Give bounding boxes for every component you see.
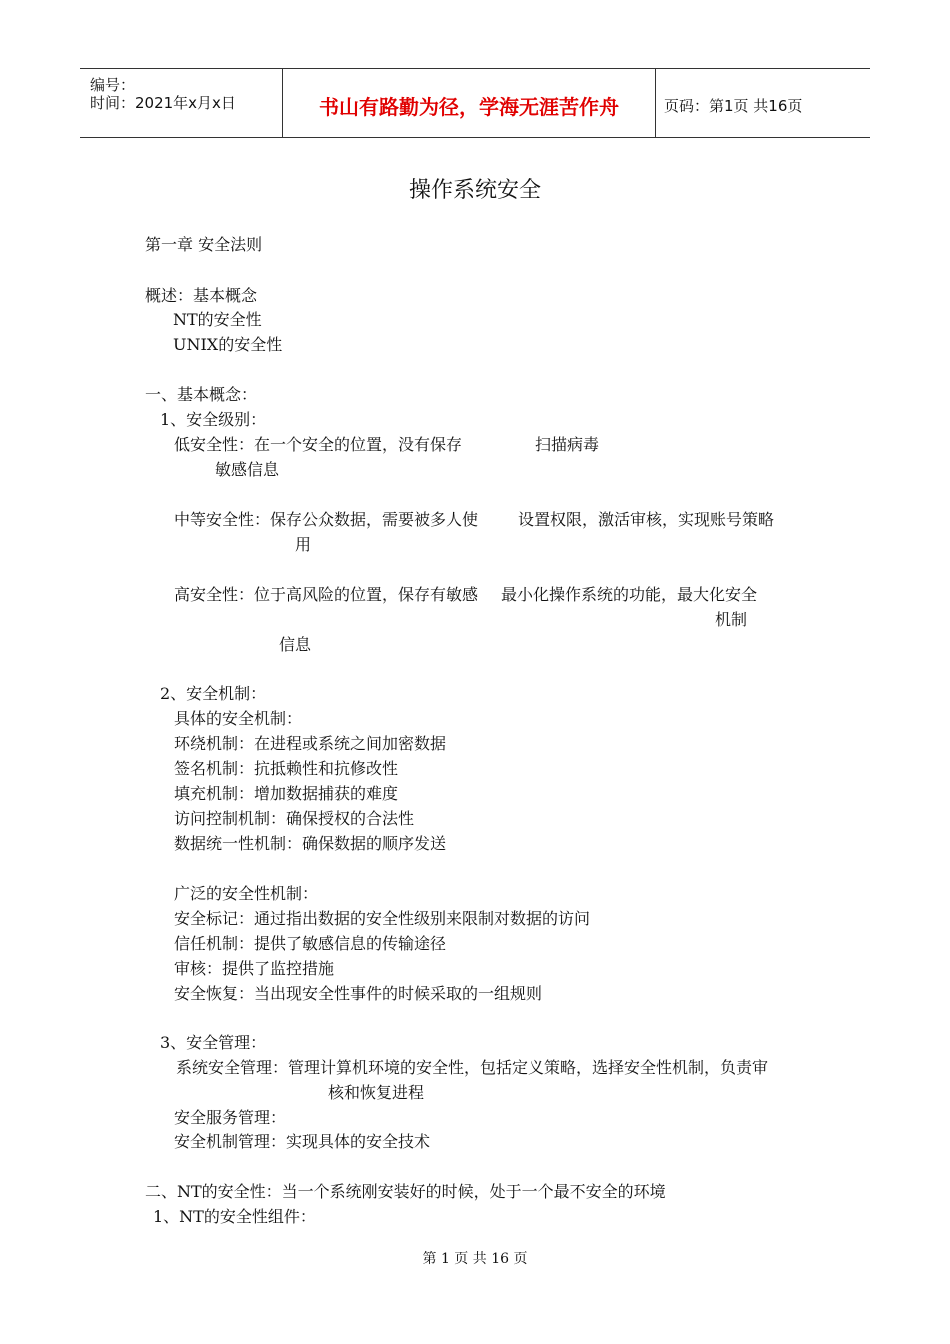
high-security-measure-cont: 机制: [715, 610, 748, 629]
mechanism-item: 数据统一性机制：确保数据的顺序发送: [174, 834, 447, 853]
low-security-desc: 低安全性：在一个安全的位置，没有保存: [174, 435, 463, 454]
overview-item-nt: NT的安全性: [173, 310, 262, 329]
motto-text: 书山有路勤为径，学海无涯苦作舟: [319, 95, 619, 119]
date-label: 时间：2021年x月x日: [90, 94, 236, 112]
mid-security-desc-cont: 用: [295, 535, 312, 554]
section-2-heading: 二、NT的安全性：当一个系统刚安装好的时候，处于一个最不安全的环境: [145, 1182, 666, 1201]
low-security-measure: 扫描病毒: [535, 435, 600, 454]
mid-security-measure: 设置权限，激活审核，实现账号策略: [518, 510, 775, 529]
management-item-cont: 核和恢复进程: [328, 1083, 425, 1102]
subsection-1-3: 3、安全管理：: [160, 1033, 267, 1052]
header-table: [80, 68, 870, 138]
high-security-desc-cont: 信息: [279, 635, 312, 654]
page-footer: 第 1 页 共 16 页: [422, 1251, 528, 1267]
subsection-1-1: 1、安全级别：: [160, 410, 267, 429]
header-page-cell: [655, 69, 870, 137]
broad-mechanism-item: 安全标记：通过指出数据的安全性级别来限制对数据的访问: [174, 909, 591, 928]
high-security-measure: 最小化操作系统的功能，最大化安全: [501, 585, 758, 604]
mid-security-desc: 中等安全性：保存公众数据，需要被多人使: [174, 510, 479, 529]
broad-mechanism-item: 审核：提供了监控措施: [174, 959, 335, 978]
chapter-heading: 第一章 安全法则: [145, 235, 263, 254]
specific-mechanisms-label: 具体的安全机制：: [174, 709, 303, 728]
mechanism-item: 签名机制：抗抵赖性和抗修改性: [174, 759, 399, 778]
header-motto-cell: [282, 69, 656, 137]
mechanism-item: 访问控制机制：确保授权的合法性: [174, 809, 415, 828]
section-1-heading: 一、基本概念：: [145, 385, 258, 404]
document-title: 操作系统安全: [408, 178, 541, 203]
code-label: 编号：: [90, 76, 136, 94]
overview-label: 概述：基本概念: [145, 286, 258, 305]
broad-mechanism-item: 信任机制：提供了敏感信息的传输途径: [174, 934, 447, 953]
page-info: 页码：第1页 共16页: [664, 97, 803, 115]
low-security-desc-cont: 敏感信息: [215, 460, 280, 479]
header-info-cell: [80, 69, 282, 137]
broad-mechanisms-label: 广泛的安全性机制：: [174, 884, 319, 903]
broad-mechanism-item: 安全恢复：当出现安全性事件的时候采取的一组规则: [174, 984, 543, 1003]
high-security-desc: 高安全性：位于高风险的位置，保存有敏感: [174, 585, 479, 604]
management-item: 安全机制管理：实现具体的安全技术: [174, 1132, 431, 1151]
mechanism-item: 填充机制：增加数据捕获的难度: [174, 784, 399, 803]
subsection-2-1: 1、NT的安全性组件：: [153, 1207, 316, 1226]
overview-item-unix: UNIX的安全性: [173, 335, 283, 354]
management-item: 安全服务管理：: [174, 1108, 287, 1127]
subsection-1-2: 2、安全机制：: [160, 684, 267, 703]
mechanism-item: 环绕机制：在进程或系统之间加密数据: [174, 734, 447, 753]
management-item: 系统安全管理：管理计算机环境的安全性，包括定义策略，选择安全性机制，负责审: [176, 1058, 769, 1077]
